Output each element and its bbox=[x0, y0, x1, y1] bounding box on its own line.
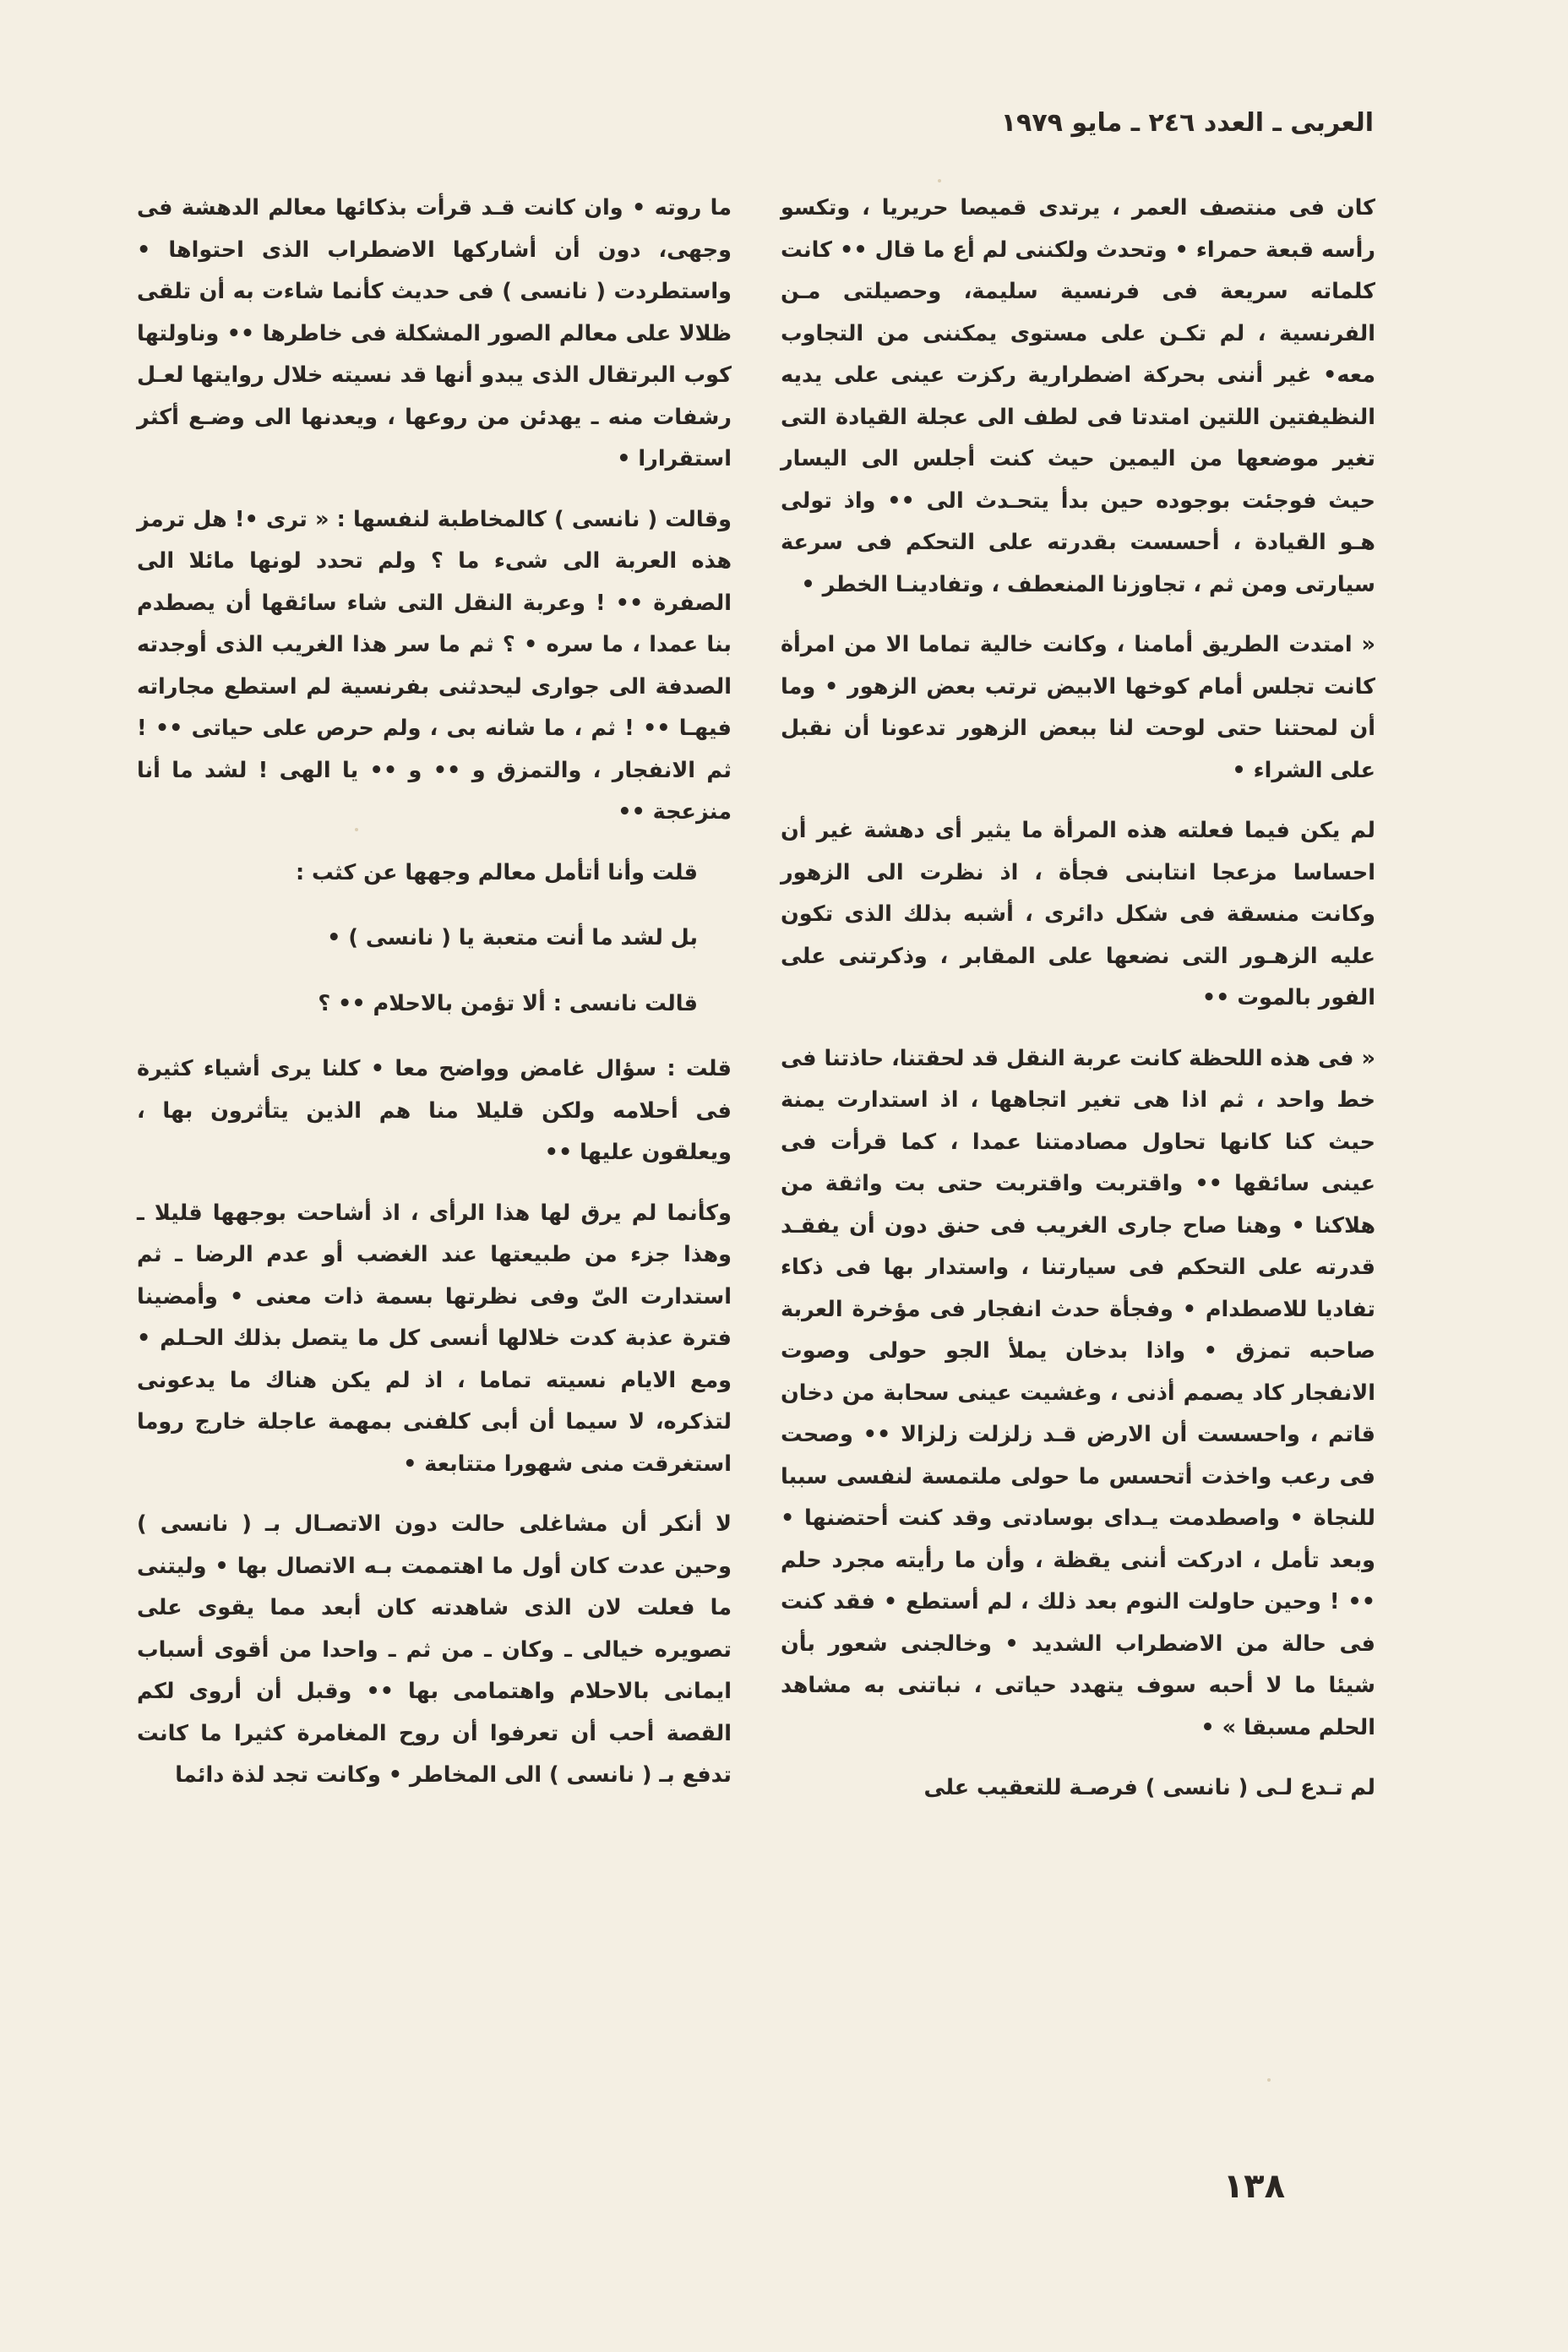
paragraph: « فى هذه اللحظة كانت عربة النقل قد لحقتنا، حاذتنا فى خط واحد ، ثم اذا هى تغير اتجاهها ، اذ استدارت يمنة حيث كنا كانها تحاول مصادمتنا عمدا ، كما قرأت فى عينى سائقها •• واقتربت واقتربت حتى بت واثقة من هلاكنا • وهنا صاح جارى الغريب فى حنق دون أن يفقـد قدرته على التحكم فى سيارتنا ، واستدار بها فى ذكاء تفاديا للاصطدام • وفجأة حدث انفجار فى مؤخرة العربة صاحبه تمزق • واذا بدخان يملأ الجو حولى وصوت الانفجار كاد يصمم أذنى ، وغشيت عينى سحابة من دخان قاتم ، واحسست أن الارض قـد زلزلت زلزالا •• وصحت فى رعب واخذت أتحسس ما حولى ملتمسة لنفسى سببا للنجاة • واصطدمت يـداى بوسادتى وقد كنت أحتضنها • وبعد تأمل ، ادركت أننى يقظة ، وأن ما رأيته مجرد حلم •• ! وحين حاولت النوم بعد ذلك ، لم أستطع • فقد كنت فى حالة من الاضطراب الشديد • وخالجنى شعور بأن شيئا ما لا أحبه سوف يتهدد حياتى ، نباتنى به مشاهد الحلم مسبقا » • bbox=[781, 1045, 1375, 1740]
paper-speck bbox=[938, 179, 941, 182]
paragraph: ما روته • وان كانت قـد قرأت بذكائها معالم الدهشة فى وجهى، دون أن أشاركها الاضطراب الذى احتواها • واستطردت ( نانسى ) فى حديث كأنما شاءت به أن تلقى ظلالا على معالم الصور المشكلة فى خاطرها •• وناولتها كوب البرتقال الذى يبدو أنها قد نسيته خلال روايتها لعـل رشفات منه ـ يهدئن من روعها ، ويعدنها الى وضـع أكثر استقرارا • bbox=[137, 195, 732, 471]
page-number: ١٣٨ bbox=[1222, 2167, 1285, 2206]
paragraph: « امتدت الطريق أمامنا ، وكانت خالية تماما الا من امرأة كانت تجلس أمام كوخها الابيض ترتب بعض الزهور • وما أن لمحتنا حتى لوحت لنا ببعض الزهور تدعونا أن نقبل على الشراء • bbox=[781, 632, 1375, 783]
paper-speck bbox=[355, 828, 358, 831]
paragraph: لا أنكر أن مشاغلى حالت دون الاتصـال بـ ( نانسى ) وحين عدت كان أول ما اهتممت بـه الاتصال بها • وليتنى ما فعلت لان الذى شاهدته كان أبعد مما يقوى على تصويره خيالى ـ وكان ـ من ثم ـ واحدا من أقوى أسباب ايمانى بالاحلام واهتمامى بها •• وقبل أن أروى لكم القصة أحب أن تعرفوا أن روح المغامرة كثيرا ما كانت تدفع بـ ( نانسى ) الى المخاطر • وكانت تجد لذة دائما bbox=[137, 1511, 732, 1788]
dialog-line: قالت نانسى : ألا تؤمن بالاحلام •• ؟ bbox=[318, 990, 698, 1016]
paragraph: لم يكن فيما فعلته هذه المرأة ما يثير أى دهشة غير أن احساسا مزعجا انتابنى فجأة ، اذ نظرت الى الزهور وكانت منسقة فى شكل دائرى ، أشبه بذلك الذى تكون عليه الزهـور التى نضعها على المقابر ، وذكرتنى على الفور بالموت •• bbox=[781, 818, 1375, 1010]
paragraph: كان فى منتصف العمر ، يرتدى قميصا حريريا ، وتكسو رأسه قبعة حمراء • وتحدث ولكننى لم أع ما قال •• كانت كلماته سريعة فى فرنسية سليمة، وحصيلتى مـن الفرنسية ، لم تكـن على مستوى يمكننى من التجاوب معه• غير أننى بحركة اضطرارية ركزت عينى على يديه النظيفتين اللتين امتدتا فى لطف الى عجلة القيادة التى تغير موضعها من اليمين حيث كنت أجلس الى اليسار حيث فوجئت بوجوده حين بدأ يتحـدث الى •• واذ تولى هـو القيادة ، أحسست بقدرته على التحكم فى سرعة سيارتى ومن ثم ، تجاوزنا المنعطف ، وتفادينـا الخطر • bbox=[781, 195, 1375, 597]
paragraph: وقالت ( نانسى ) كالمخاطبة لنفسها : « ترى •! هل ترمز هذه العربة الى شىء ما ؟ ولم تحدد لونها مائلا الى الصفرة •• ! وعربة النقل التى شاء سائقها أن يصطدم بنا عمدا ، ما سره • ؟ ثم ما سر هذا الغريب الذى أوجدته الصدفة الى جوارى ليحدثنى بفرنسية لم استطع مجاراته فيهـا •• ! ثم ، ما شانه بى ، ولم حرص على حياتى •• ! ثم الانفجار ، والتمزق و •• و •• يا الهى ! لشد ما أنا منزعجة •• bbox=[137, 506, 732, 825]
paragraph: لم تـدع لـى ( نانسى ) فرصـة للتعقيب على bbox=[923, 1775, 1375, 1800]
left-column bbox=[137, 188, 732, 1816]
dialog-line: بل لشد ما أنت متعبة يا ( نانسى ) • bbox=[327, 925, 698, 950]
paragraph: وكأنما لم يرق لها هذا الرأى ، اذ أشاحت بوجهها قليلا ـ وهذا جزء من طبيعتها عند الغضب أو عدم الرضا ـ ثم استدارت الىّ وفى نظرتها بسمة ذات معنى • وأمضينا فترة عذبة كدت خلالها أنسى كل ما يتصل بذلك الحـلم • ومع الايام نسيته تماما ، اذ لم يكن هناك ما يدعونى لتذكره، لا سيما أن أبى كلفنى بمهمة عاجلة خارج روما استغرقت منى شهورا متتابعة • bbox=[137, 1200, 732, 1477]
right-column bbox=[781, 188, 1375, 1828]
paper-speck bbox=[1267, 2078, 1271, 2082]
paragraph: قلت : سؤال غامض وواضح معا • كلنا يرى أشياء كثيرة فى أحلامه ولكن قليلا منا هم الذين يتأثرون بها ، ويعلقون عليها •• bbox=[137, 1056, 732, 1165]
running-head: العربى ـ العدد ٢٤٦ ـ مايو ١٩٧٩ bbox=[1000, 108, 1374, 138]
dialog-line: قلت وأنا أتأمل معالم وجهها عن كثب : bbox=[295, 859, 698, 885]
